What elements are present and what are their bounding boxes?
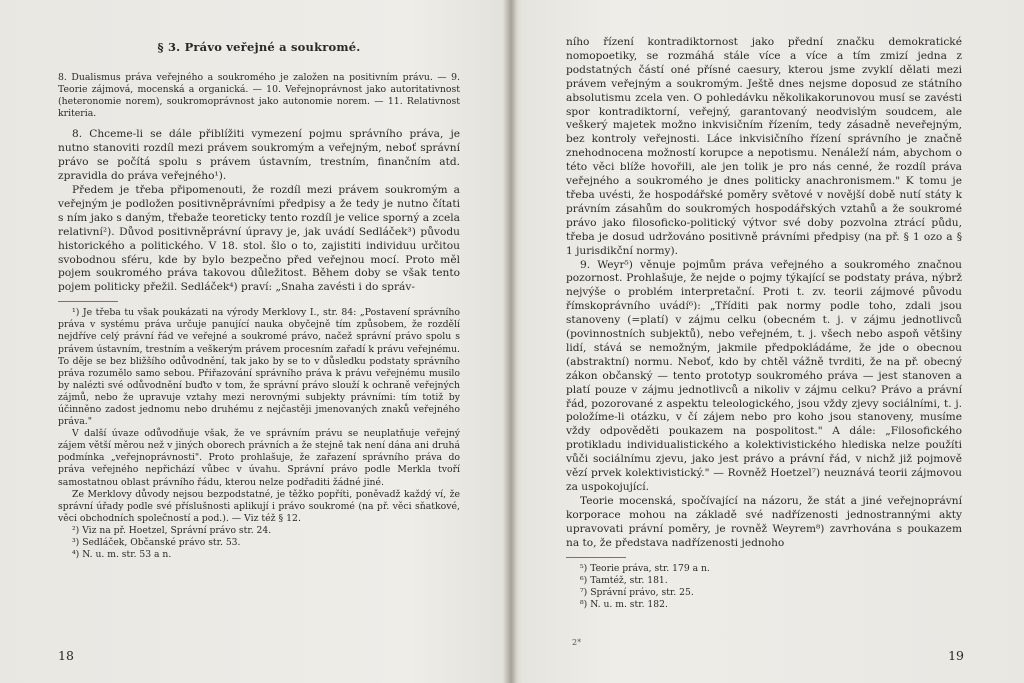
footnote-rule	[58, 301, 118, 302]
left-page	[0, 0, 508, 683]
footnote-6: ⁶) Tamtéž, str. 181.	[580, 574, 668, 586]
signature-mark: 2*	[572, 638, 582, 647]
page-number-right: 19	[948, 648, 964, 663]
paragraph-mocenska: Teorie mocenská, spočívající na názoru, že stát a jiné veřejnoprávní korporace mohou na základě své nadřízenosti jednostrannými akty upravovati právní poměry, je rovněž Weyrem⁸) zavrhována s poukazem na to, že představa nadřízenosti jednoho	[566, 494, 962, 549]
footnote-8: ⁸) N. u. m. str. 182.	[580, 598, 668, 610]
right-page	[512, 0, 1024, 683]
paragraph-8-continued: Předem je třeba připomenouti, že rozdíl mezi právem soukromým a veřejným je podložen positivněprávními předpisy a že tedy je nutno čítati s ním jako s daným, třebaže teoreticky tento rozdíl je velice sporný a zcela relativní²). Důvod positivněprávní úpravy je, jak uvádí Sedláček³) původu historického a politického. V 18. stol. šlo o to, zajistiti individuu určitou svobodnou sféru, kde by bylo bezpečno před veřejnou mocí. Proto měl pojem soukromého práva takovou důležitost. Během doby se však tento pojem politicky přežil. Sedláček⁴) praví: „Snaha zavésti i do správ-	[58, 184, 460, 294]
left-text-column	[58, 40, 460, 561]
footnote-1-end: Ze Merklovy důvody nejsou bezpodstatné, je těžko popříti, poněvadž každý ví, že správní úřady podle své příslušnosti aplikují i právo soukromé (na př. věci sňatkové, věci obchodních společností a pod.). — Viz též § 12.	[58, 488, 460, 524]
paragraph-8: 8. Chceme-li se dále přiblížiti vymezení pojmu správního práva, je nutno stanoviti rozdíl mezi právem soukromým a veřejným, neboť správní právo se počítá spolu s právem ústavním, trestním, finančním atd. zpravidla do práva veřejného¹).	[58, 128, 460, 183]
footnote-3: ³) Sedláček, Občanské právo str. 53.	[72, 536, 241, 548]
footnote-7: ⁷) Správní právo, str. 25.	[580, 586, 694, 598]
footnote-4: ⁴) N. u. m. str. 53 a n.	[72, 548, 172, 560]
section-summary: 8. Dualismus práva veřejného a soukromého je založen na positivním právu. — 9. Teorie zájmová, mocenská a organická. — 10. Veřejnoprávnost jako autoritativnost (heteronomie norem), soukromoprávnost jako autonomie norem. — 11. Relativnost kriteria.	[58, 72, 460, 120]
page-number-left: 18	[58, 648, 74, 663]
section-heading: § 3. Právo veřejné a soukromé.	[157, 40, 361, 54]
right-text-column	[566, 36, 962, 611]
footnote-1: ¹) Je třeba tu však poukázati na výrody Merklovy I., str. 84: „Postavení správního práva v systému práva určuje panující nauka obyčejně tím způsobem, že rozdělí nejdříve celý právní řád ve veřejné a soukromé právo, načež správní právo spolu s právem ústavním, trestním a veškerým právem procesním zařadí k právu veřejnému. To děje se bez bližšího odůvodnění, tak jako by se to v důsledku podstaty správního práva rozumělo samo sebou. Přiřazování správního práva k právu veřejnému musilo by nalézti své odůvodnění buďto v tom, že správní právo slouží k ochraně veřejných zájmů, nebo že upravuje vztahy mezi nerovnými subjekty právními: tím totiž by účinněno zadost jednomu nebo druhému z nejčastěji jmenovaných znaků veřejného práva."	[58, 307, 460, 428]
paragraph-9: 9. Weyr⁵) věnuje pojmům práva veřejného a soukromého značnou pozornost. Prohlašuje, že nejde o pojmy týkající se podstaty práva, nýbrž nejvýše o problém interpretační. Proti t. zv. teorii zájmové původu římskoprávního uvádí⁶): „Tříditi pak normy podle toho, zdali jsou stanoveny (=platí) v zájmu celku (obecném t. j. v zájmu jednotlivců (povinnostních subjektů), nebo veřejném, t. j. všech nebo aspoň většiny lidí, stává se nemožným, jakmile předpokládáme, že jde o obecnou (abstraktní) normu. Neboť, kdo by chtěl vážně tvrditi, že na př. obecný zákon občanský — tento prototyp soukromého práva — jest stanoven a platí pouze v zájmu jednotlivců a nikoliv v zájmu celku? Právo a právní řád, pozorované z aspektu teleologického, jsou vždy zjevy sociálními, t. j. položíme-li otázku, v čí zájem nebo pro koho jsou stanoveny, musíme vždy odpověděti poukazem na pospolitost." A dále: „Filosofického protikladu individualistického a kolektivistického hlediska nelze použíti vůči sociálnímu zjevu, jako jest právo a právní řád, v nichž již pojmově vězí prvek kolektivistický." — Rovněž Hoetzel⁷) neuznává teorii zájmovou za uspokojující.	[566, 258, 962, 493]
footnote-5: ⁵) Teorie práva, str. 179 a n.	[580, 562, 710, 574]
footnote-rule-right	[566, 557, 626, 558]
paragraph-continued: ního řízení kontradiktornost jako přední značku demokratické nomopoetiky, se rozmáhá stále více a více a tím zmizí jedna z podstatných částí oné přísné caesury, kterou jsme zvyklí dělati mezi právem veřejným a soukromým. Ještě dnes nejsme doposud ze státního absolutismu zcela ven. O pohledávku několikakorunovou musí se zavésti spor kontradiktorní, veřejný, garantovaný neodvislým soudcem, ale veškerý majetek možno inkvisičním řízením, tedy zásadně neveřejným, bez kontroly veřejnosti. Láce inkvisičního řízení správního je značně znehodnocena možností korupce a nepotismu. Nenáleží nám, abychom o této věci blíže hovořili, ale jen tolik je pro nás cenné, že rozdíl práva veřejného a soukromého je dnes politicky anachronismem." K tomu je třeba uvésti, že hospodářské poměry světové v novější době nutí státy k právním zásahům do soukromých hospodářských vztahů a že soukromé právo jako filosoficko-politický výtvor své doby pozvolna ztrácí půdu, třeba je dosud udržováno positivně právními předpisy (na př. § 1 ozo a § 1 jurisdikční normy).	[566, 36, 962, 257]
footnote-1-continued: V další úvaze odůvodňuje však, že ve správním právu se neuplatňuje veřejný zájem větší měrou než v jiných oborech právních a že stejně tak není dána ani druhá podmínka „veřejnoprávnosti". Proto prohlašuje, že zařazení správního práva do práva veřejného nepřichází vůbec v úvahu. Správní právo podle Merkla tvoří samostatnou oblast právního řádu, kterou nelze podřaditi žádné jiné.	[58, 428, 460, 488]
footnote-2: ²) Viz na př. Hoetzel, Správní právo str. 24.	[72, 524, 272, 536]
